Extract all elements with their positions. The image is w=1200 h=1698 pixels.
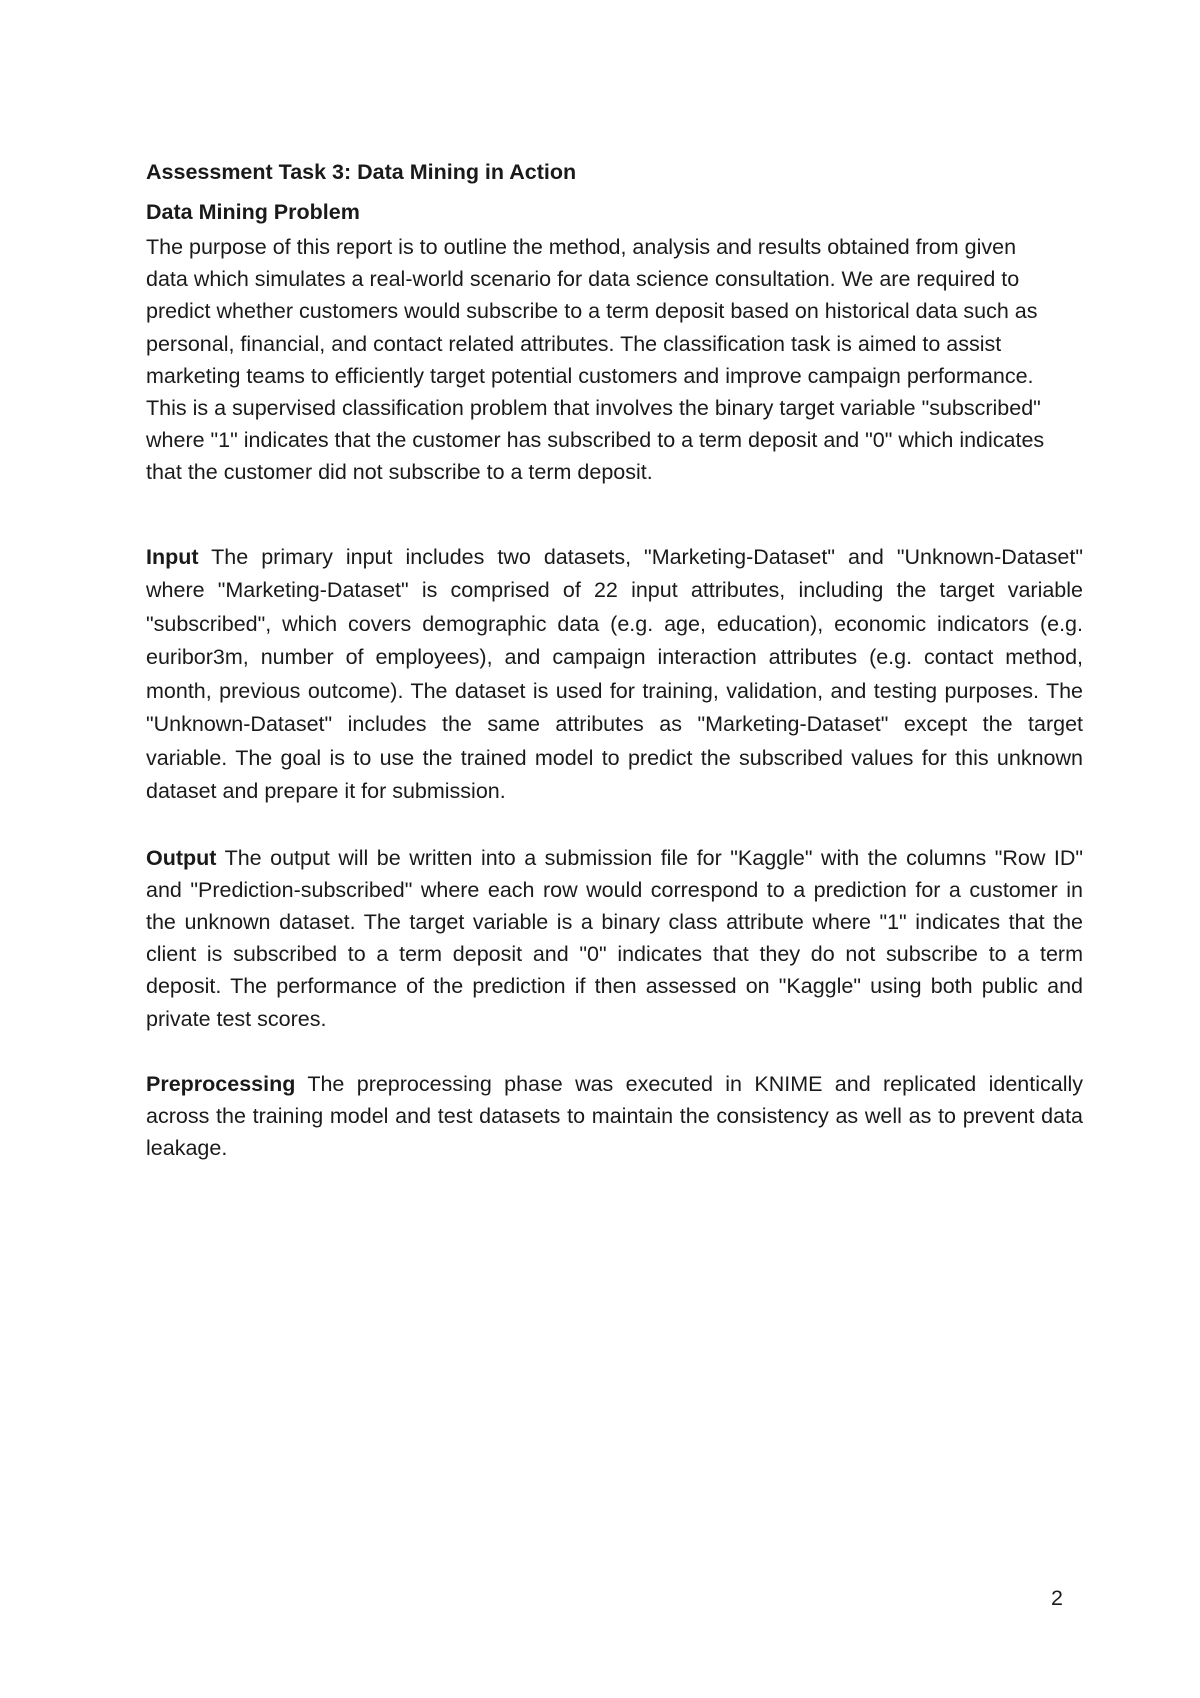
preprocessing-lead: Preprocessing [146,1071,296,1096]
output-paragraph [146,842,1083,1035]
input-paragraph [146,541,1083,809]
intro-paragraph: The purpose of this report is to outline the method, analysis and results obtained from given data which simulates a real-world scenario for data science consultation. We are required to predict whether customers would subscribe to a term deposit based on historical data such as personal, financial, and contact related attributes. The classification task is aimed to assist marketing teams to efficiently target potential customers and improve campaign performance. This is a supervised classification problem that involves the binary target variable "subscribed" where "1" indicates that the customer has subscribed to a term deposit and "0" which indicates that the customer did not subscribe to a term deposit. [146,235,1045,485]
preprocessing-paragraph [146,1068,1083,1165]
preprocessing-text: The preprocessing phase was executed in KNIME and replicated identically across the training model and test datasets to maintain the consistency as well as to prevent data leakage. [146,1071,1083,1161]
output-lead: Output [146,845,217,870]
input-text: The primary input includes two datasets, "Marketing-Dataset" and "Unknown-Dataset" where "Marketing-Dataset" is comprised of 22 input attributes, including the target variable "subscribed", which covers demographic data (e.g. age, education), economic indicators (e.g. euribor3m, number of employees), and campaign interaction attributes (e.g. contact method, month, previous outcome). The dataset is used for training, validation, and testing purposes. The "Unknown-Dataset" includes the same attributes as "Marketing-Dataset" except the target variable. The goal is to use the trained model to predict the subscribed values for this unknown dataset and prepare it for submission. [146,544,1083,804]
document-title: Assessment Task 3: Data Mining in Action [146,160,577,184]
spacer [146,809,1083,842]
page-number: 2 [1051,1586,1063,1610]
spacer [146,489,1083,541]
spacer [146,1035,1083,1068]
section-heading: Data Mining Problem [146,200,360,224]
input-lead: Input [146,544,199,569]
output-text: The output will be written into a submission file for "Kaggle" with the columns "Row ID" and "Prediction-subscribed" where each row would correspond to a prediction for a customer in the unknown dataset. The target variable is a binary class attribute where "1" indicates that the client is subscribed to a term deposit and "0" indicates that they do not subscribe to a term deposit. The performance of the prediction if then assessed on "Kaggle" using both public and private test scores. [146,845,1083,1031]
document-body [146,157,1083,1164]
